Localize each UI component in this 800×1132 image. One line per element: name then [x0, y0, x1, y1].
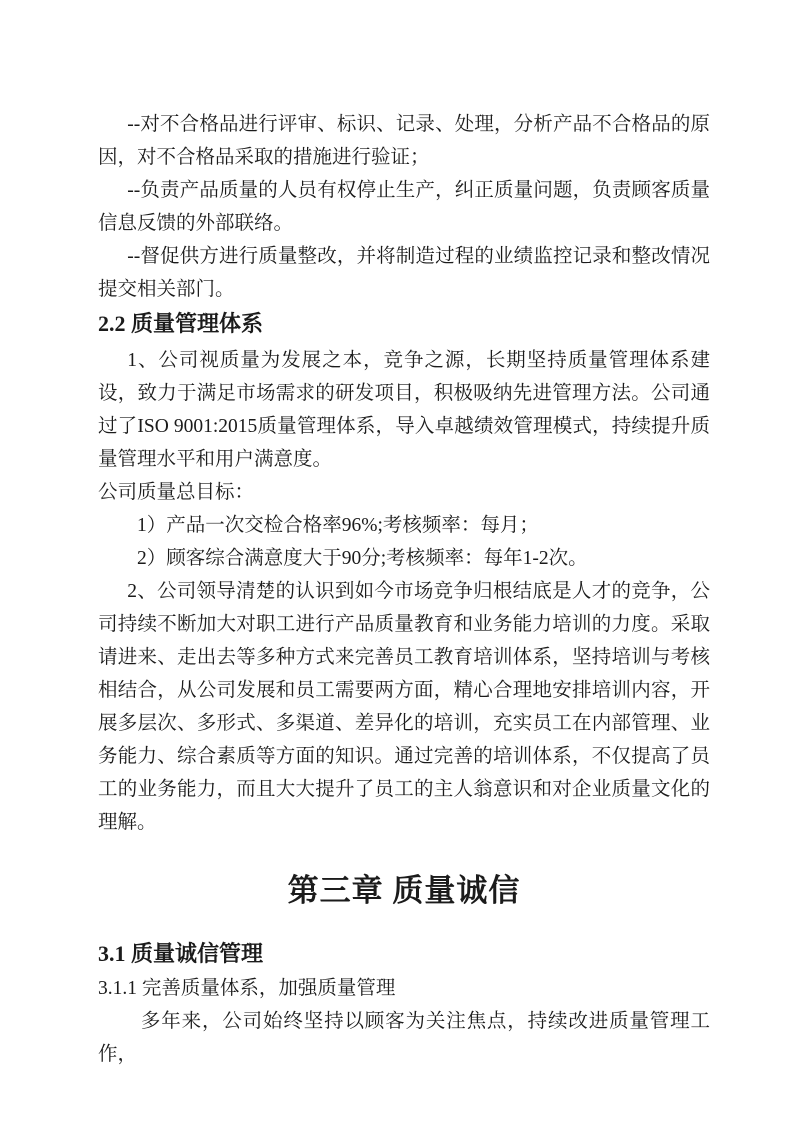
paragraph-talent-training: 2、公司领导清楚的认识到如今市场竞争归根结底是人才的竞争，公司持续不断加大对职工进行产品质量教育和业务能力培训的力度。采取请进来、走出去等多种方式来完善员工教育培训体系，坚持培训与考核相结合，从公司发展和员工需要两方面，精心合理地安排培训内容，开展多层次、多形式、多渠道、差异化的培训，充实员工在内部管理、业务能力、综合素质等方面的知识。通过完善的培训体系，不仅提高了员工的业务能力，而且大大提升了员工的主人翁意识和对企业质量文化的理解。: [98, 581, 710, 833]
paragraph-nonconforming-review: --对不合格品进行评审、标识、记录、处理，分析产品不合格品的原因，对不合格品采取的措施进行验证；: [98, 114, 710, 168]
section-heading-3-1: 3.1 质量诚信管理: [98, 941, 264, 966]
chapter-title: 第三章 质量诚信: [287, 873, 521, 908]
paragraph-customer-focus: 多年来，公司始终坚持以顾客为关注焦点，持续改进质量管理工作，: [98, 1011, 710, 1065]
paragraph-quality-system-building: 1、公司视质量为发展之本，竞争之源，长期坚持质量管理体系建设，致力于满足市场需求的研发项目，积极吸纳先进管理方法。公司通过了ISO 9001:2015质量管理体系，导入卓越绩效管理模式，持续提升质量管理水平和用户满意度。: [98, 350, 710, 470]
quality-goal-item-2: 2）顾客综合满意度大于90分;考核频率：每年1-2次。: [137, 548, 588, 569]
quality-goal-item-1: 1）产品一次交检合格率96%;考核频率：每月；: [137, 515, 539, 536]
paragraph-stop-production-authority: --负责产品质量的人员有权停止生产，纠正质量问题，负责顾客质量信息反馈的外部联络。: [98, 180, 710, 234]
paragraph-supplier-rectification: --督促供方进行质量整改，并将制造过程的业绩监控记录和整改情况提交相关部门。: [98, 246, 710, 300]
subsection-heading-3-1-1: 3.1.1 完善质量体系，加强质量管理: [98, 978, 396, 999]
quality-goals-label: 公司质量总目标：: [98, 482, 255, 503]
section-heading-2-2: 2.2 质量管理体系: [98, 311, 264, 336]
